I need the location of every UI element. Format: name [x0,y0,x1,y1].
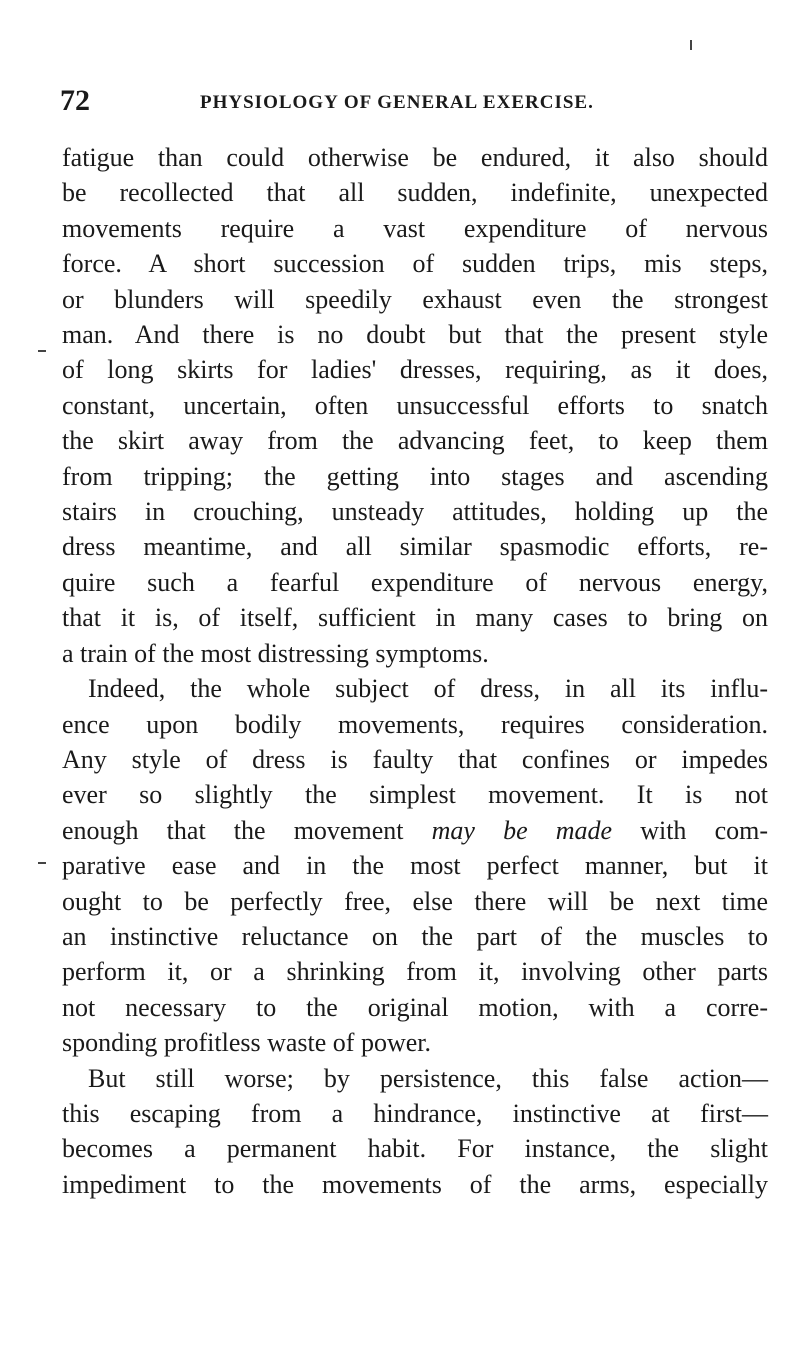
text-line: ever so slightly the simplest movement. It is not [62,780,768,810]
text-line: ence upon bodily movements, requires consideration. [62,709,768,739]
text-line: this escaping from a hindrance, instinctive at first— [62,1098,768,1128]
text-line: or blunders will speedily exhaust even the strongest [62,284,768,314]
text-line: the skirt away from the advancing feet, to keep them [62,426,768,456]
text-line: an instinctive reluctance on the part of the muscles to [62,921,768,951]
text-line: Any style of dress is faulty that confines or impedes [62,744,768,774]
text-line: man. And there is no doubt but that the present style [62,320,768,350]
text-line: of long skirts for ladies' dresses, requiring, as it does, [62,355,768,385]
text-line: dress meantime, and all similar spasmodic efforts, re- [62,532,768,562]
text-line: quire such a fearful expenditure of nervous energy, [62,567,768,597]
text-line: not necessary to the original motion, with a corre- [62,992,768,1022]
paragraph-3 [62,1061,768,1203]
text-line: perform it, or a shrinking from it, involving other parts [62,957,768,987]
scan-mark-margin-2 [38,862,46,864]
page-header [60,80,760,120]
text-line: a train of the most distressing symptoms. [62,638,489,668]
text-line: fatigue than could otherwise be endured, it also should [62,143,768,172]
running-head: PHYSIOLOGY OF GENERAL EXERCISE. [200,92,594,113]
page-number: 72 [60,84,90,117]
text-line: from tripping; the getting into stages and ascending [62,461,768,491]
emphasis-text: may be made [431,815,613,845]
text-line: Indeed, the whole subject of dress, in all its influ- [88,674,768,704]
text-line: But still worse; by persistence, this false action— [88,1063,768,1093]
text-line: sponding profitless waste of power. [62,1028,432,1058]
text-line: that it is, of itself, sufficient in many cases to bring on [62,603,768,633]
text-line: parative ease and in the most perfect manner, but it [62,851,768,881]
text-line: ought to be perfectly free, else there will be next time [62,886,768,916]
text-line: force. A short succession of sudden trips, mis steps, [62,249,768,279]
scan-mark-margin-1 [38,350,46,352]
text-line: becomes a permanent habit. For instance, the slight [62,1134,768,1164]
text-line-with-emphasis [62,813,768,848]
text-line: movements require a vast expenditure of nervous [62,213,768,243]
body-text [62,140,768,1202]
text-line: constant, uncertain, often unsuccessful efforts to snatch [62,390,768,420]
paragraph-1 [62,140,768,671]
text-line: be recollected that all sudden, indefinite, unexpected [62,178,768,208]
text-run: with com- [612,815,768,845]
text-line: impediment to the movements of the arms, especially [62,1169,768,1199]
paragraph-2 [62,671,768,1060]
scan-mark-top [690,40,692,50]
text-line: stairs in crouching, unsteady attitudes, holding up the [62,497,768,527]
text-run: enough that the movement [62,815,432,845]
